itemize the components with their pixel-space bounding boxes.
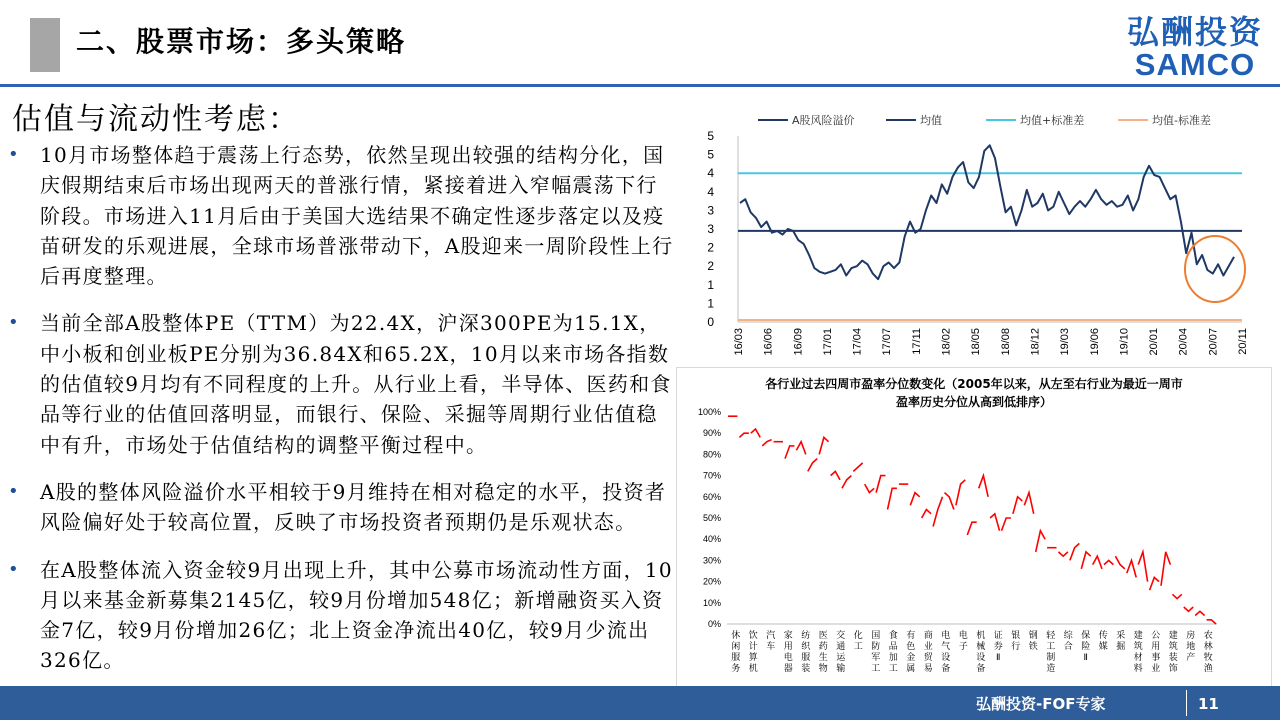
x-tick-label: 农林牧渔 (1203, 631, 1213, 674)
bullet-item (8, 140, 674, 291)
x-tick-label: 17/04 (851, 328, 864, 356)
x-tick-label: 18/05 (970, 328, 983, 356)
logo-english-text: SAMCO (1134, 47, 1256, 82)
bullet-item (8, 477, 674, 538)
y-tick-label: 20% (702, 576, 721, 587)
y-tick-label: 4 (707, 166, 714, 181)
x-tick-label: 建筑装饰 (1168, 631, 1178, 674)
x-tick-label: 医药生物 (818, 631, 828, 674)
x-tick-label: 16/03 (733, 328, 745, 356)
bullet-text: 在A股整体流入资金较9月出现上升，其中公募市场流动性方面，10月以来基金新募集2145亿，较9月份增加548亿；新增融资买入资金7亿，较9月份增加26亿；北上资金净流出40亿，较9月少流出326亿。 (40, 557, 673, 673)
industry-line-segment (1059, 552, 1068, 556)
x-tick-label: 19/03 (1059, 328, 1072, 356)
x-tick-label: 综合 (1063, 631, 1073, 652)
x-tick-label: 纺织服装 (801, 631, 811, 674)
logo-chinese-text: 弘酬投资 (1126, 13, 1263, 51)
y-tick-label: 100% (697, 407, 721, 417)
bullet-item (8, 308, 674, 459)
industry-line-segment (876, 476, 885, 493)
industry-line-segment (1172, 594, 1181, 598)
y-tick-label: 10% (702, 597, 721, 608)
x-tick-label: 18/08 (999, 328, 1012, 356)
industry-line-segment (1184, 607, 1193, 611)
y-tick-label: 80% (702, 449, 721, 460)
y-tick-label: 3 (707, 222, 714, 236)
risk-premium-chart (690, 108, 1260, 370)
x-tick-label: 保险 Ⅱ (1081, 631, 1091, 663)
x-tick-label: 休闲服务 (731, 631, 741, 674)
y-tick-label: 60% (702, 491, 721, 502)
industry-line-segment (922, 510, 931, 519)
x-tick-label: 19/10 (1118, 328, 1131, 356)
x-tick-label: 16/06 (762, 328, 775, 356)
header-divider (0, 84, 1280, 87)
industry-line-segment (1070, 543, 1079, 560)
chart-title: 盈率历史分位从高到低排序） (895, 395, 1053, 409)
y-tick-label: 70% (702, 470, 721, 481)
legend-label: 均值-标准差 (1152, 114, 1211, 127)
bullet-list (8, 140, 674, 693)
title-accent-block (30, 18, 60, 72)
bullet-marker-icon: • (8, 144, 19, 165)
industry-line-segment (1024, 493, 1033, 514)
x-tick-label: 公用事业 (1151, 631, 1161, 674)
x-tick-label: 银行 (1011, 631, 1021, 652)
industry-line-segment (1013, 497, 1022, 514)
industry-line-segment (1115, 556, 1124, 569)
x-tick-label: 16/09 (792, 328, 805, 356)
y-tick-label: 40% (702, 534, 721, 545)
y-tick-label: 90% (702, 428, 721, 439)
industry-line-segment (1207, 620, 1216, 624)
x-tick-label: 商业贸易 (923, 631, 933, 674)
x-tick-label: 机械设备 (976, 631, 986, 674)
y-tick-label: 2 (707, 259, 714, 274)
x-tick-label: 18/02 (940, 328, 953, 356)
industry-line-segment (945, 493, 954, 510)
y-tick-label: 30% (702, 555, 721, 566)
y-tick-label: 2 (707, 240, 714, 255)
x-tick-label: 传媒 (1098, 631, 1108, 652)
x-tick-label: 房地产 (1186, 631, 1196, 663)
y-tick-label: 0% (707, 619, 721, 629)
x-tick-label: 18/12 (1029, 328, 1042, 356)
footer-label: 弘酬投资-FOF专家 (976, 695, 1106, 713)
industry-line-segment (956, 480, 965, 506)
industry-line-segment (1093, 556, 1102, 569)
x-tick-label: 钢铁 (1028, 631, 1038, 652)
slide-title: 二、股票市场：多头策略 (76, 25, 407, 58)
industry-line-segment (785, 446, 794, 459)
industry-line-segment (1138, 552, 1147, 582)
bullet-text: 10月市场整体趋于震荡上行态势，依然呈现出较强的结构分化，国庆假期结束后市场出现两天的普涨行情，紧接着进入窄幅震荡下行阶段。市场进入11月后由于美国大选结果不确定性逐步落定以及疫苗研发的乐观进展，全球市场普涨带动下，A股迎来一周阶段性上行后再度整理。 (40, 143, 674, 289)
industry-pe-chart-panel (676, 367, 1272, 687)
bullet-text: A股的整体风险溢价水平相较于9月维持在相对稳定的水平，投资者风险偏好处于较高位置，反映了市场投资者预期仍是乐观状态。 (40, 479, 667, 535)
x-tick-label: 建筑材料 (1133, 631, 1143, 674)
industry-line-segment (853, 463, 862, 472)
industry-line-segment (990, 514, 999, 531)
industry-line-segment (910, 493, 919, 506)
bullet-marker-icon: • (8, 312, 19, 334)
y-tick-label: 5 (707, 147, 714, 162)
industry-line-segment (1195, 611, 1204, 615)
industry-line-segment (762, 440, 771, 446)
industry-line-segment (1150, 577, 1159, 590)
industry-line-segment (819, 437, 828, 454)
x-tick-label: 17/01 (821, 328, 834, 356)
x-tick-label: 采掘 (1116, 631, 1126, 652)
x-tick-label: 有色金属 (906, 631, 916, 674)
x-tick-label: 20/04 (1177, 328, 1190, 356)
section-heading: 估值与流动性考虑： (12, 102, 300, 137)
x-tick-label: 19/06 (1088, 328, 1101, 356)
company-logo (1124, 14, 1266, 80)
industry-line-segment (1104, 560, 1113, 564)
x-tick-label: 证券 Ⅱ (993, 631, 1003, 663)
industry-line-segment (1036, 531, 1045, 552)
industry-line-segment (842, 476, 851, 489)
industry-line-segment (1127, 560, 1136, 577)
x-tick-label: 家用电器 (783, 631, 793, 674)
industry-line-segment (796, 442, 805, 455)
risk-premium-line (740, 145, 1234, 279)
x-tick-label: 国防军工 (871, 631, 881, 674)
x-tick-label: 交通运输 (836, 631, 846, 674)
bullet-item (8, 555, 674, 676)
industry-line-segment (888, 488, 897, 509)
x-tick-label: 轻工制造 (1046, 631, 1056, 674)
legend-label: 均值 (920, 114, 942, 127)
industry-line-segment (739, 433, 748, 437)
industry-pe-chart (677, 368, 1271, 686)
y-tick-label: 3 (707, 203, 714, 218)
industry-line-segment (933, 497, 942, 527)
legend-label: 均值+标准差 (1020, 114, 1085, 127)
x-tick-label: 20/07 (1207, 328, 1220, 356)
y-tick-label: 5 (707, 129, 714, 143)
industry-line-segment (808, 459, 817, 472)
industry-line-segment (967, 522, 976, 535)
y-tick-label: 1 (707, 296, 714, 311)
industry-line-segment (751, 429, 760, 437)
legend-label: A股风险溢价 (792, 114, 855, 127)
x-tick-label: 17/11 (910, 328, 923, 355)
industry-line-segment (1081, 552, 1090, 569)
y-tick-label: 50% (702, 513, 721, 523)
x-tick-label: 饮计算机 (748, 631, 758, 674)
x-tick-label: 化工 (853, 631, 863, 652)
page-number: 11 (1198, 695, 1219, 713)
chart-title: 各行业过去四周市盈率分位数变化（2005年以来，从左至右行业为最近一周市 (765, 377, 1183, 391)
industry-line-segment (1002, 518, 1011, 531)
y-tick-label: 4 (707, 184, 714, 199)
bullet-text: 当前全部A股整体PE（TTM）为22.4X，沪深300PE为15.1X，中小板和创业板PE分别为36.84X和65.2X，10月以来市场各指数的估值较9月均有不同程度的上升。从行业上看，半导体、医药和食品等行业的估值回落明显，而银行、保险、采掘等周期行业估值稳中有升，市场处于估值结构的调整平衡过程中。 (40, 311, 672, 457)
bullet-marker-icon: • (8, 480, 19, 502)
industry-line-segment (979, 476, 988, 497)
footer-divider (1186, 690, 1187, 716)
x-tick-label: 20/01 (1148, 328, 1161, 356)
industry-line-segment (865, 484, 874, 493)
bullet-marker-icon: • (8, 558, 19, 580)
x-tick-label: 汽车 (766, 631, 776, 652)
y-tick-label: 1 (707, 277, 714, 292)
x-tick-label: 20/11 (1237, 328, 1249, 355)
y-tick-label: 0 (707, 315, 714, 329)
x-tick-label: 电子 (958, 631, 968, 652)
x-tick-label: 电气设备 (941, 631, 951, 674)
x-tick-label: 食品加工 (888, 631, 898, 674)
industry-line-segment (1161, 552, 1170, 586)
x-tick-label: 17/07 (881, 328, 894, 356)
industry-line-segment (831, 471, 840, 479)
